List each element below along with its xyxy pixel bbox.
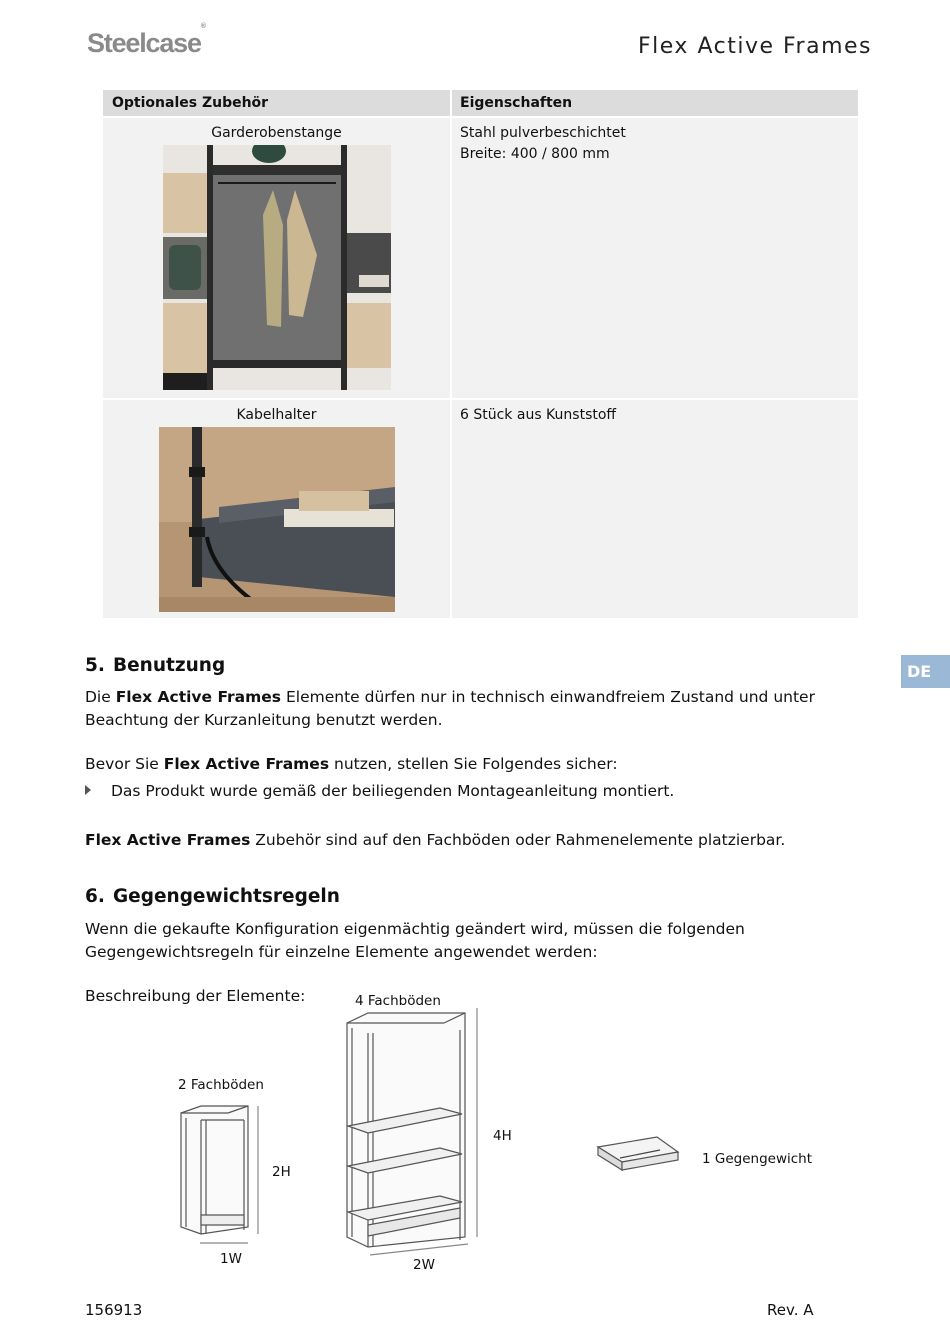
column-header-properties: Eigenschaften <box>452 90 858 116</box>
paragraph: Flex Active Frames Zubehör sind auf den Fachböden oder Rahmenelemente platzierbar. <box>85 831 786 849</box>
accessory-name: Kabelhalter <box>236 407 317 423</box>
list-item: Das Produkt wurde gemäß der beiliegenden Montageanleitung montiert. <box>85 782 674 800</box>
property-line: Breite: 400 / 800 mm <box>460 146 610 162</box>
section-heading: 6. Gegengewichtsregeln <box>85 886 340 907</box>
property-line: Stahl pulverbeschichtet <box>460 125 626 141</box>
coat-rail-photo <box>163 145 391 390</box>
table-row <box>103 400 858 618</box>
large-height-label: 4H <box>493 1128 512 1144</box>
accessory-name: Garderobenstange <box>211 125 342 141</box>
small-height-label: 2H <box>272 1164 291 1180</box>
large-shelf-label: 4 Fachböden <box>355 993 441 1009</box>
language-tab[interactable]: DE <box>901 655 950 688</box>
properties-cell <box>452 118 858 398</box>
paragraph: Beschreibung der Elemente: <box>85 987 306 1005</box>
paragraph: Die Flex Active Frames Elemente dürfen nur in technisch einwandfreiem Zustand und unter Beachtung der Kurzanleitung benutzt werden. <box>85 688 815 729</box>
small-width-label: 1W <box>220 1251 242 1267</box>
accessory-cell <box>103 400 450 618</box>
bullet-arrow-icon <box>85 785 91 795</box>
cable-holder-photo <box>159 427 395 612</box>
table-row <box>103 118 858 398</box>
table-header-row <box>103 90 858 116</box>
property-line: 6 Stück aus Kunststoff <box>460 407 617 423</box>
paragraph: Bevor Sie Flex Active Frames nutzen, stellen Sie Folgendes sicher: <box>85 755 618 773</box>
accessory-table <box>101 88 860 620</box>
small-shelf-label: 2 Fachböden <box>178 1077 264 1093</box>
paragraph: Wenn die gekaufte Konfiguration eigenmächtig geändert wird, müssen die folgenden Gegengewichtsregeln für einzelne Elemente angewendet werden: <box>85 920 745 961</box>
properties-cell <box>452 400 858 618</box>
revision-label: Rev. A <box>767 1301 814 1319</box>
accessory-cell <box>103 118 450 398</box>
column-header-accessory: Optionales Zubehör <box>103 90 450 116</box>
section-heading: 5. Benutzung <box>85 655 226 676</box>
steelcase-logo: Steelcase® <box>87 23 206 58</box>
document-number: 156913 <box>85 1301 143 1319</box>
counterweight-label: 1 Gegengewicht <box>702 1151 813 1167</box>
large-width-label: 2W <box>413 1257 435 1273</box>
document-title: Flex Active Frames <box>638 34 872 59</box>
